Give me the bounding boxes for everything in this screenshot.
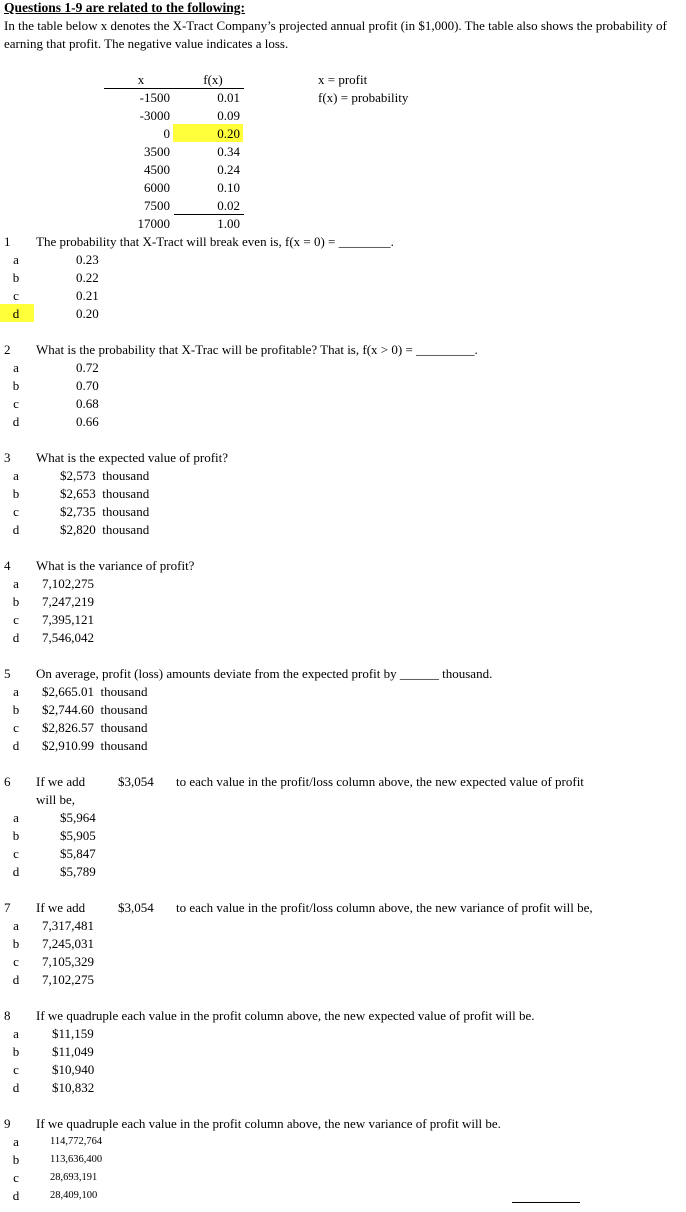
option-letter: c [13, 846, 19, 861]
option-letter: d [12, 414, 20, 429]
header-rule [104, 88, 244, 89]
intro-paragraph: In the table below x denotes the X-Tract Company’s projected annual profit (in $1,000). The table also shows the probability of earning that profit. The negative value indicates a loss. [4, 18, 667, 51]
option-value[interactable]: $11,159 [52, 1026, 94, 1041]
option-value[interactable]: 7,245,031 [42, 936, 94, 951]
option-value[interactable]: $2,665.01 thousand [42, 684, 148, 699]
option-value[interactable]: $5,905 [60, 828, 96, 843]
option-value[interactable]: 0.72 [76, 360, 99, 375]
question-text-part-2: to each value in the profit/loss column above, the new variance of profit will be, [176, 900, 593, 915]
option-letter: d [12, 1080, 20, 1095]
question-text-part-2: to each value in the profit/loss column above, the new expected value of profit [176, 774, 584, 789]
option-value[interactable]: $11,049 [52, 1044, 94, 1059]
table-total-x: 17000 [137, 216, 170, 231]
option-letter: d [12, 738, 20, 753]
option-letter: a [13, 252, 19, 267]
option-letter: a [13, 1026, 19, 1041]
option-letter: b [12, 270, 20, 285]
option-value[interactable]: $10,940 [52, 1062, 95, 1077]
option-letter: b [12, 936, 20, 951]
question-number: 3 [4, 450, 11, 465]
question-text: If we quadruple each value in the profit column above, the new expected value of profit will be. [36, 1008, 535, 1023]
question-text: If we quadruple each value in the profit column above, the new variance of profit will be. [36, 1116, 501, 1131]
option-letter: a [13, 360, 19, 375]
option-letter: d [12, 1188, 20, 1203]
question-text-part-1: If we add [36, 774, 86, 789]
option-value[interactable]: 7,546,042 [42, 630, 94, 645]
question-text: What is the probability that X-Trac will be profitable? That is, f(x > 0) = _________. [36, 342, 478, 357]
option-value[interactable]: $2,653 thousand [60, 486, 150, 501]
question-amount: $3,054 [118, 900, 154, 915]
option-value[interactable]: $2,826.57 thousand [42, 720, 148, 735]
question-number: 6 [4, 774, 11, 789]
table-cell-fx: 0.02 [217, 198, 240, 213]
option-value[interactable]: 7,105,329 [42, 954, 94, 969]
option-letter: a [13, 576, 19, 591]
option-value[interactable]: 7,395,121 [42, 612, 94, 627]
question-number: 9 [4, 1116, 11, 1131]
option-value[interactable]: 114,772,764 [50, 1136, 103, 1147]
table-cell-fx: 0.10 [217, 180, 240, 195]
option-value[interactable]: $5,847 [60, 846, 96, 861]
option-value[interactable]: 7,247,219 [42, 594, 94, 609]
question-number: 5 [4, 666, 11, 681]
question-number: 8 [4, 1008, 11, 1023]
question-number: 7 [4, 900, 11, 915]
question-amount: $3,054 [118, 774, 154, 789]
option-letter: b [12, 378, 20, 393]
legend-probability: f(x) = probability [318, 90, 409, 105]
option-letter: d [12, 972, 20, 987]
table-header-x: x [137, 72, 145, 87]
table-cell-x: 6000 [144, 180, 170, 195]
table-total-fx: 1.00 [217, 216, 240, 231]
option-value[interactable]: 0.21 [76, 288, 99, 303]
option-letter: a [13, 1134, 19, 1149]
question-number: 4 [4, 558, 11, 573]
option-value[interactable]: $10,832 [52, 1080, 95, 1095]
option-value[interactable]: $2,910.99 thousand [42, 738, 148, 753]
question-text: What is the expected value of profit? [36, 450, 229, 465]
option-letter: c [13, 612, 19, 627]
table-cell-fx-highlighted: 0.20 [217, 126, 240, 141]
option-value[interactable]: 0.68 [76, 396, 99, 411]
option-letter: c [13, 504, 19, 519]
option-letter: c [13, 1062, 19, 1077]
question-number: 1 [4, 234, 11, 249]
table-cell-fx: 0.01 [217, 90, 240, 105]
option-letter: b [12, 486, 20, 501]
option-letter: a [13, 918, 19, 933]
option-value[interactable]: 7,317,481 [42, 918, 94, 933]
option-value[interactable]: $2,735 thousand [60, 504, 150, 519]
table-cell-x: -3000 [139, 108, 170, 123]
option-letter: d [12, 630, 20, 645]
option-value[interactable]: 0.66 [76, 414, 99, 429]
total-rule [174, 214, 244, 215]
option-value[interactable]: $2,820 thousand [60, 522, 150, 537]
option-value[interactable]: $5,789 [60, 864, 96, 879]
option-letter: b [12, 594, 20, 609]
option-value[interactable]: 113,636,400 [50, 1154, 103, 1165]
option-value[interactable]: $2,744.60 thousand [42, 702, 148, 717]
option-value[interactable]: 28,693,191 [50, 1172, 98, 1183]
option-letter: b [12, 1044, 20, 1059]
option-value[interactable]: $2,573 thousand [60, 468, 150, 483]
question-text: The probability that X-Tract will break even is, f(x = 0) = ________. [36, 234, 394, 249]
option-letter: b [12, 1152, 20, 1167]
option-value[interactable]: $5,964 [60, 810, 96, 825]
option-letter: c [13, 720, 19, 735]
option-letter: a [13, 684, 19, 699]
option-letter: c [13, 288, 19, 303]
option-letter: b [12, 702, 20, 717]
table-cell-x: 7500 [144, 198, 170, 213]
option-value[interactable]: 28,409,100 [50, 1190, 98, 1201]
option-value[interactable]: 0.23 [76, 252, 99, 267]
option-letter: a [13, 468, 19, 483]
option-letter: c [13, 954, 19, 969]
table-cell-x: -1500 [139, 90, 170, 105]
question-number: 2 [4, 342, 11, 357]
option-letter: d [12, 522, 20, 537]
question-text-part-3: will be, [36, 792, 75, 807]
question-text: What is the variance of profit? [36, 558, 195, 573]
option-value[interactable]: 0.22 [76, 270, 99, 285]
option-letter: b [12, 828, 20, 843]
table-cell-x: 0 [163, 126, 170, 141]
option-value[interactable]: 0.20 [76, 306, 99, 321]
option-letter: d [12, 864, 20, 879]
question-text: On average, profit (loss) amounts deviate from the expected profit by ______ thousand. [36, 666, 493, 681]
option-value[interactable]: 0.70 [76, 378, 99, 393]
option-letter: a [13, 810, 19, 825]
option-letter: c [13, 1170, 19, 1185]
table-cell-x: 4500 [144, 162, 170, 177]
question-text-part-1: If we add [36, 900, 86, 915]
table-cell-x: 3500 [144, 144, 170, 159]
table-header-fx: f(x) [203, 72, 223, 87]
page-title: Questions 1-9 are related to the following: [4, 0, 245, 15]
option-value[interactable]: 7,102,275 [42, 972, 94, 987]
option-value[interactable]: 7,102,275 [42, 576, 94, 591]
table-cell-fx: 0.09 [217, 108, 240, 123]
answer-blank-line [512, 1202, 580, 1203]
option-letter: c [13, 396, 19, 411]
option-letter-selected: d [12, 306, 20, 321]
table-cell-fx: 0.24 [217, 162, 240, 177]
legend-profit: x = profit [318, 72, 368, 87]
table-cell-fx: 0.34 [217, 144, 240, 159]
